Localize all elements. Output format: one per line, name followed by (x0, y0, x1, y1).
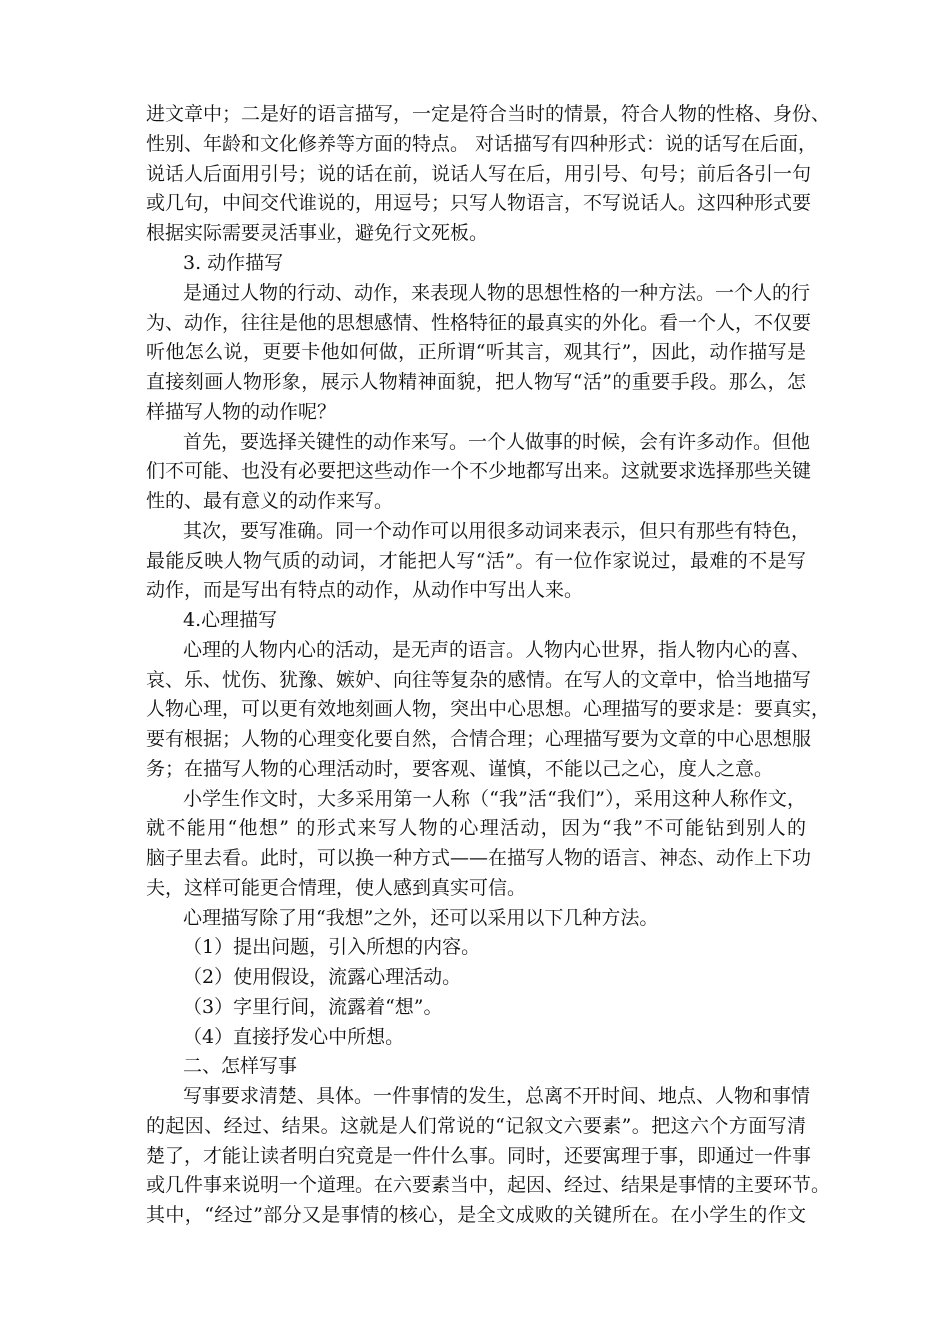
text-line: 小学生作文时，大多采用第一人称（“我”活“我们”），采用这种人称作文， (183, 788, 806, 810)
text-line: 3. 动作描写 (183, 252, 284, 274)
text-line: 们不可能、也没有必要把这些动作一个不少地都写出来。这就要求选择那些关键 (146, 460, 812, 482)
text-line: 夫，这样可能更合情理，使人感到真实可信。 (146, 877, 527, 899)
text-line: 或几件事来说明一个道理。在六要素当中，起因、经过、结果是事情的主要环节。 (146, 1174, 831, 1196)
text-line: 哀、乐、忧伤、犹豫、嫉妒、向往等复杂的感情。在写人的文章中，恰当地描写 (146, 669, 812, 691)
text-line: 根据实际需要灵活事业，避免行文死板。 (146, 222, 489, 244)
text-line: 人物心理，可以更有效地刻画人物，突出中心思想。心理描写的要求是：要真实， (146, 698, 831, 720)
text-line: 样描写人物的动作呢？ (146, 401, 337, 423)
text-line: 其中，“经过”部分又是事情的核心，是全文成败的关键所在。在小学生的作文 (146, 1204, 806, 1226)
text-line: 为、动作，往往是他的思想感情、性格特征的最真实的外化。看一个人，不仅要 (146, 312, 812, 334)
text-line: 心理描写除了用“我想”之外，还可以采用以下几种方法。 (183, 907, 659, 929)
text-line: 心理的人物内心的活动，是无声的语言。人物内心世界，指人物内心的喜、 (183, 639, 811, 661)
text-line: 写事要求清楚、具体。一件事情的发生，总离不开时间、地点、人物和事情 (183, 1085, 811, 1107)
text-line: （3）字里行间，流露着“想”。 (183, 996, 443, 1018)
text-line: （4）直接抒发心中所想。 (183, 1026, 405, 1048)
text-line: 性的、最有意义的动作来写。 (146, 490, 394, 512)
text-line: 最能反映人物气质的动词，才能把人写“活”。有一位作家说过，最难的不是写 (146, 550, 806, 572)
text-line: 直接刻画人物形象，展示人物精神面貌，把人物写“活”的重要手段。那么，怎 (146, 371, 806, 393)
text-line: （1）提出问题，引入所想的内容。 (183, 936, 481, 958)
text-line: 首先，要选择关键性的动作来写。一个人做事的时候，会有许多动作。但他 (183, 431, 811, 453)
text-line: 脑子里去看。此时，可以换一种方式——在描写人物的语言、神态、动作上下功 (146, 847, 812, 869)
text-line: （2）使用假设，流露心理活动。 (183, 966, 462, 988)
text-line: 其次，要写准确。同一个动作可以用很多动词来表示，但只有那些有特色， (183, 520, 811, 542)
text-line: 二、怎样写事 (183, 1055, 298, 1077)
text-line: 性别、年龄和文化修养等方面的特点。 对话描写有四种形式：说的话写在后面， (146, 133, 818, 155)
text-line: 动作，而是写出有特点的动作，从动作中写出人来。 (146, 579, 584, 601)
text-line: 或几句，中间交代谁说的，用逗号；只写人物语言，不写说话人。这四种形式要 (146, 192, 812, 214)
text-line: 是通过人物的行动、动作，来表现人物的思想性格的一种方法。一个人的行 (183, 282, 811, 304)
text-line: 进文章中；二是好的语言描写，一定是符合当时的情景，符合人物的性格、身份、 (146, 103, 831, 125)
text-line: 的起因、经过、结果。这就是人们常说的“记叙文六要素”。把这六个方面写清 (146, 1115, 806, 1137)
text-line: 4.心理描写 (183, 609, 278, 631)
text-line: 听他怎么说，更要卡他如何做，正所谓“听其言，观其行”，因此，动作描写是 (146, 341, 806, 363)
text-line: 说话人后面用引号；说的话在前，说话人写在后，用引号、句号；前后各引一句 (146, 163, 812, 185)
text-line: 就不能用“他想” 的形式来写人物的心理活动，因为“我”不可能钻到别人的 (146, 817, 806, 839)
text-line: 务；在描写人物的心理活动时，要客观、谨慎，不能以己之心，度人之意。 (146, 758, 774, 780)
text-line: 楚了，才能让读者明白究竟是一件什么事。同时，还要寓理于事，即通过一件事 (146, 1145, 812, 1167)
text-line: 要有根据；人物的心理变化要自然，合情合理；心理描写要为文章的中心思想服 (146, 728, 812, 750)
